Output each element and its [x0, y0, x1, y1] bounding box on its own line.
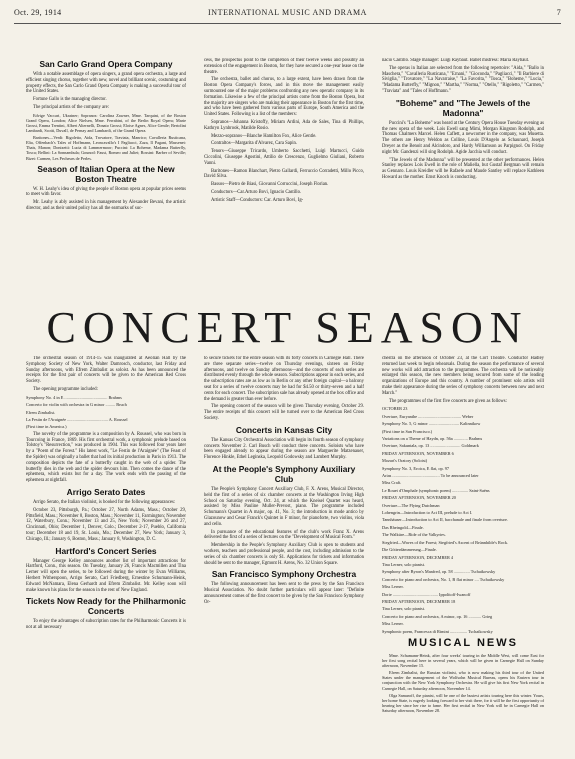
programme-line: Overture—The Flying Dutchman — [382, 502, 440, 508]
paragraph: The Kansas City Orchestral Association will begin its fourth season of symphony concerts November 2. Carl Busch will conduct three concerts. Soloists who have been engaged already to appear during the season are Marguerite Matzenauer, Florence Hinkle, Ethel Leginska, Leopold Godowsky and Lambert Murphy. — [204, 437, 364, 461]
programme-line: Symphony No. 5, G minor ............................ Kalinnikow — [382, 421, 481, 427]
paragraph: Baritones—Ramon Blanchart, Pietro Gallardi, Ferruccio Corradetti, Millo Picco, David Silva. — [204, 168, 364, 180]
paragraph: To enjoy the advantages of subscription rates for the Philharmonic Concerts it is not at all necessary — [26, 619, 186, 631]
programme-heading: FRIDAY AFTERNOON, NOVEMBER 6 — [382, 450, 454, 456]
paragraph: Conductors—Car.Arturo Bovi, Ignacio Castillo. — [211, 189, 302, 195]
programme-line: Variations on a Theme of Haydn, op. 56a ............. Brahms — [382, 436, 483, 441]
programme-line: Concerto for violin with orchestra in G minor ......... Bruch — [26, 402, 127, 408]
column-3-bottom — [382, 356, 544, 751]
programme-line: Tina Lerner, solo pianist. — [382, 561, 425, 567]
programme-line: Symphony No. 3, Eroica, E flat, op. 97 — [382, 465, 450, 471]
programme-line: Die Götterdämmerung—Finale. — [382, 547, 437, 553]
page-header — [14, 8, 561, 20]
paragraph: Contraltos—Margarita d'Alvarez, Cara Sapin. — [211, 141, 298, 147]
paragraph: to secure tickets for the entire season with its forty concerts in Carnegie Hall. There are three separate series—twelve on Thursday evenings, sixteen on Friday afternoons, and twelve on Sunday afternoons—and the concerts of each series are distributed evenly through the whole season. Subscriptions appear in each series, and the subscription rates are as low as in Berlin or any other foreign capital—a balcony seat for a series of twelve concerts may be had for $4.50 or thirty-seven and a half cents for each concert. The subscription sale has already opened at the box office and the demand is greater than ever before. — [204, 356, 364, 402]
article-heading: Concerts in Kansas City — [235, 424, 333, 435]
column-3-top — [382, 58, 544, 301]
programme-line: Miss Lerner. — [382, 584, 404, 590]
programme-line: Das Rheingold—Finale. — [382, 524, 424, 530]
paragraph: W. H. Leahy's idea of giving the people of Boston opera at popular prices seems to meet with favor. — [26, 186, 186, 198]
article-heading: At the People's Symphony Auxiliary Club — [212, 463, 356, 484]
paragraph: Baritones—Verdi: Rigoletto, Aida, Trovatore, Traviata, Manrico; Cavalleria Rusticana, Elia, Offenbach's Tales of Hoffmann, Leoncavallo's I Pagliacci, Zaza, Il Pagani, Massenet: Thais, Manon; Donizetti: Lucia di Lammermoor; Puccini: La Boheme, Madama Butterfly, Tosca; Bellini: La Sonnambula; Gounod: Faust, Romeo and Juliet; Rossini: Barber of Seville; Bizet: Carmen, Les Pecheurs de Perles. — [26, 135, 186, 161]
article-heading: "Boheme" and "The Jewels of the Madonna" — [395, 97, 531, 118]
paragraph: The orchestra, ballet and chorus, to a large extent, have been drawn from the Boston Opera Company's forces, and in this move the management easily surmounted one of the major problems confronting any new operatic company in its formation. Likewise a few of the principal artists come from the Boston Opera, but the majority are singers who are making their appearance in Boston for the first time, and who have been gathered from various parts of Europe, South America and the United States. Following is a list of the members: — [204, 77, 364, 118]
concert-season-banner: CONCERT SEASON — [46, 303, 529, 352]
paragraph: The following announcement has been sent to the press by the San Francisco Musical Association. No doubt further particulars will appear later: "Definite announcement comes of the first concert to be given by the San Francisco Symphony Or- — [204, 582, 364, 605]
paragraph: cess, the prospectus point to the completion of their twelve weeks and possibly an extension of the engagement in Boston, for they have secured a one-year lease on the theatre. — [204, 58, 364, 75]
programme-line: Symphony after Byron's Manfred, op. 58 ............... Tschaikowsky — [382, 569, 496, 575]
article-heading: San Francisco Symphony Orchestra — [211, 569, 357, 580]
programme-heading: FRIDAY AFTERNOON, DECEMBER 18 — [382, 598, 456, 604]
paragraph: With a notable assemblage of opera singers, a grand opera orchestra, a large and efficient singing chorus, together with new, novel and brilliant scenic, costuming and property effects, the San Carlo Grand Opera Company is making a successful tour of the United States. — [26, 72, 186, 95]
programme-line: Symphony No. 4 in E ........................................ Brahms — [26, 394, 122, 400]
news-paragraph: Efrem Zimbalist, the Russian violinist, who is now making his third tour of the United States under the management of the Wolfsohn Musical Bureau, opens his Eastern tour in conjunction with the New York Symphony Orchestra. He will give his first New York recital in Carnegie Hall, on Saturday afternoon, November 14. — [382, 670, 544, 691]
programme-line: Symphonic poem, Francesca di Rimini ................ Tschaikowsky — [382, 628, 493, 634]
column-1-top — [26, 56, 186, 301]
paragraph: nacio Castillo. Stage manager: Luigi Raybaut. Ballet mistress: Maria Raybaut. — [382, 58, 530, 63]
article-heading: Hartford's Concert Series — [55, 545, 157, 556]
paragraph: Mezzo-sopranos—Blanche Hamilton Fox, Alice Gentle. — [211, 133, 317, 139]
programme-heading: FRIDAY AFTERNOON, DECEMBER 4 — [382, 554, 454, 560]
header-rule — [14, 23, 561, 24]
programme-line: Tina Lerner, solo pianist. — [382, 606, 425, 612]
programme-line: (First time in San Francisco.) — [382, 428, 433, 434]
page-number: 7 — [556, 8, 561, 17]
paragraph: The People's Symphony Concert Auxiliary Club, F. X. Arens, Musical Director, held the first of a series of six chamber concerts at the Washington Irving High School on Saturday evening, Oct. 24, at which the Kneisel Quartet was heard, assisted by Miss Pauline Muller-Prevost, piano. The programme included Schumann's Quartet in A major, op. 41, No. 3; the introduction in mode antico by Glazounow and Cesar Franck's Quintet in F minor, for pianoforte, two violins, viola and cello. — [204, 486, 364, 527]
column-2-bottom — [204, 356, 364, 751]
paragraph: The principal artists of the company are: — [33, 104, 110, 110]
article-heading: Season of Italian Opera at the New Boston Theatre — [37, 163, 175, 184]
programme-line: Miss Craft. — [382, 480, 402, 486]
paragraph: The novelty of the programme is a composition by A. Roussel, who was born in Tourcoing in France, 1869. His first orchestral work, a symphonic prelude based on Tolstoy's "Resurrection," was produced in 1904. This was followed four years later by a "Poem of the Forest." His latest work, "Le Festin de l'Araignée" (The Feast of the Spider) was originally a ballet that had its initial production in Paris in 1913. The composition depicts the fate of a butterfly caught in the web of a spider. The butterfly dies in the web and the spider devours him. Then comes the dance of the ephemera, which exists but for a day. The work ends with the passing of the ephemera at nightfall. — [26, 431, 186, 484]
musical-news-heading: MUSICAL NEWS — [408, 636, 518, 649]
paragraph: The opening concert of the season will be given Thursday evening, October 29. The entire receipts of this concert will be turned over to the American Red Cross Society. — [204, 404, 364, 421]
paragraph: Sopranos—Johanna Kristoffy, Miriam Ardini, Ada de Sales, Tina di Phillips, Kathryn Lynbrook, Matilde Rosio. — [204, 119, 364, 131]
article-heading: San Carlo Grand Opera Company — [39, 59, 173, 69]
paragraph: Artistic Staff—Conductors: Car. Arturo Bovi, Ig- — [211, 197, 304, 203]
programme-heading: FRIDAY AFTERNOON, NOVEMBER 20 — [382, 495, 456, 501]
news-paragraph: Olga Samaroff, the pianist, will be one of the busiest artists touring here this winter. Yours, her home State, is eagerly looking forward to her visit there, for it will be the first opportunity of hearing her since her rise to fame. Her first recital in New York will be in Carnegie Hall on Saturday afternoon, November 28. — [382, 692, 544, 713]
paragraph: October 23, Pittsburgh, Pa.; October 27, North Adams, Mass.; October 29, Pittsfield, Mass.; November 8, Boston, Mass.; November 11, Farmington; November 12, Waterbury, Conn.; November 13 and 25, New York; November 26 and 27, Cincinnati, Ohio; December 1, Denver, Colo.; December 2-17, Pueblo, California tour; December 18 and 19, St. Louis, Mo.; December 27, New York; January 3, Chicago, Ill.; January 6, Boston, Mass.; January 8, Washington, D. C. — [26, 507, 186, 542]
column-1-bottom — [26, 356, 186, 751]
programme-line: The Walküre—Ride of the Valkyries. — [382, 532, 446, 538]
news-paragraph: Mme. Schumann-Heink, after four weeks' touring in the Middle West, will come East for her first song recital here in several years, which will be given in Carnegie Hall on Sunday afternoon, November 15. — [382, 652, 544, 669]
programme-line: Overture, Sakuntala, op. 13 ............................ Goldmark — [382, 443, 479, 449]
programme-line: La Festin de l'Araignée ...................................... A. Roussel — [26, 417, 128, 422]
programme-line: Lohengrin—Introduction to Act III, prelude to Act I. — [382, 510, 473, 516]
paragraph: The orchestral season of 1914-15 was inaugurated at Aeolian Hall by the Symphony Society of New York, Walter Damrosch, conductor, last Friday and Sunday afternoons, with Efrem Zimbalist as soloist. As has been announced the receipts for the first pair of concerts will be given to the American Red Cross Society. — [26, 356, 186, 385]
publication-title: INTERNATIONAL MUSIC AND DRAMA — [207, 8, 368, 17]
programme-line: Overture, Euryanthe ........................................ Weber — [382, 413, 474, 419]
paragraph: Manager George Kelley announces another list of important attractions for Hartford, Conn., this season. On Tuesday, January 26, Francis Macmillen and Tina Lerner will open the series, to be followed during the winter by Evan Williams, Herbert Witherspoon, Arrigo Serato, Carl Friedberg, Ernestine Schumann-Heink, Edward McNamara, Elena Gerhardt and Efrem Zimbalist. Mr. Kelley soon will make known his plans for the season in the rest of New England. — [26, 558, 186, 593]
programme-heading: OCTOBER 23 — [382, 406, 408, 412]
paragraph: Arrigo Serato, the Italian violinist, is booked for the following appearances: — [33, 499, 176, 505]
programme-line: Mozart's Oratory (Soloist) — [382, 458, 428, 464]
paragraph: Edvige Vaccari, Ukrainer; Sopranos: Carolina Zawner, Mme. Tarquini, of the Boston Grand Opera, London; Alice Nielsen, Mme. Ferrabini, of the Berlin Royal Opera; Marie Grossi, Emma Trentini, Albert Alternelli, Donato Grossi; Eloise Agnes, Alice Gentle; Bertolini Lambardi, Scotti, Duvall, de Pernay and Lambardi, of the Grand Opera. — [26, 112, 186, 134]
programme-line: Le Rouet d'Omphale (symphonic poem) ............... Saint-Saëns — [382, 487, 490, 493]
paragraph: Bassos—Pietro de Biasi, Giovanni Corruccini, Joseph Florian. — [211, 182, 329, 188]
programme-line: Siegfried—Waves of the Forest; Siegfried's Ascent of Brünnhilde's Rock. — [382, 539, 509, 545]
column-2-top — [204, 58, 364, 301]
paragraph: The programmes of the first five concerts are given as follows: — [389, 398, 507, 404]
paragraph: The opening programme included: — [33, 386, 98, 392]
programme-line: Concerto for piano and orchestra, No. 1, B flat minor .... Tschaikowsky — [382, 576, 505, 582]
programme-line: Miss Lerner. — [382, 621, 404, 627]
programme-line: Concerto for piano and orchestra, A minor, op. 16 ............ Grieg — [382, 613, 493, 619]
paragraph: chestra on the afternoon of October 23, at the Cort Theatre. Conductor Hadley returned last week to begin rehearsals. During the season the performance of several new works will add attraction to the programmes. The orchestra will be noticeably enlarged this season, the new members being secured from some of the leading organizations of Europe and this country. A number of prominent solo artists will make their appearance during the series of symphony concerts between now and next March." — [382, 356, 544, 396]
programme-line: (First time in America.) — [26, 424, 67, 430]
programme-line: Efrem Zimbalist. — [26, 409, 56, 415]
paragraph: "The Jewels of the Madonna" will be presented at the other performances. Helen Stanley replaces Lois Ewell in the role of Maliella, but Gustaf Bergman will remain as Gennaro. Louis Kreidler will be Rafaele and Maude Santley will replace Kathleen Howard as the mother. Ernst Knoch is conducting. — [382, 157, 544, 180]
paragraph: In pursuance of the educational features of the club's work Franz X. Arens delivered the first of a series of lectures on the "Development of Musical Form." — [204, 529, 364, 541]
paragraph: Tenors—Giuseppe Tricardo, Umberto Sacchetti, Luigi Martucci, Guido Ciccolini, Giuseppe Agostini, Attilio de Crescenzo, Guglielmo Giuliani, Roberto Vanni. — [204, 149, 364, 166]
issue-date: Oct. 29, 1914 — [14, 8, 62, 17]
programme-line: Arias ............................................ To be announced later — [382, 473, 479, 479]
article-heading: Arrigo Serato Dates — [66, 486, 146, 497]
paragraph: Fortune Gallo is the managing director. — [33, 97, 107, 103]
paragraph: Puccini's "La Boheme" was heard at the Century Opera House Tuesday evening as the new opera of the week. Lois Ewell sang Mimi, Morgan Kingston Rodolph, and Thomas Chalmers Marcel. Helen Caflett, a newcomer in the company, was Musetta. The others are Henry Weldon as Colline, Louis D'Angelo as Schaunard, Joseph Dreyer as the Benoit and Alcindoro, and Hardy Williamson as Parpignol. On Friday night Mr. Gandenzi will sing Rodolph. Agide Jacchia will conduct. — [382, 120, 544, 155]
programme-line: Dorie .......................................... Ippolitoff-Iwanoff — [382, 591, 471, 597]
paragraph: Mr. Leahy is ably assisted in his management by Alexander Bevani, the artistic director, and as their united policy has all the earmarks of suc- — [26, 200, 186, 212]
article-heading: Tickets Now Ready for the Philharmonic Concerts — [26, 596, 186, 617]
paragraph: Membership in the People's Symphony Auxiliary Club is open to students and workers, teachers and professional people, and the cost, including admission to the series of six chamber concerts is only $1. Applications for tickets and information should be sent to the manager, Egmont H. Arens, No. 32 Union Square. — [204, 543, 364, 566]
programme-line: Tannhäuser—Introduction to Act II, bacchanale and finale from overture. — [382, 517, 508, 523]
paragraph: The operas in Italian are selected from the following repertoire: "Aida," "Ballo in Maschera," "Cavalleria Rusticana," "Ernani," "Gioconda," "Pagliacci," "Il Barbiere di Siviglia," "Trovatore," "La Navarraise," "La Favorita," "Tosca," "Boheme," "Lucia," "Madama Butterfly," "Mignon," "Martha," "Norma," "Otello," "Rigoletto," "Carmen," "Traviata" and "Tales of Hoffmann." — [382, 65, 544, 94]
